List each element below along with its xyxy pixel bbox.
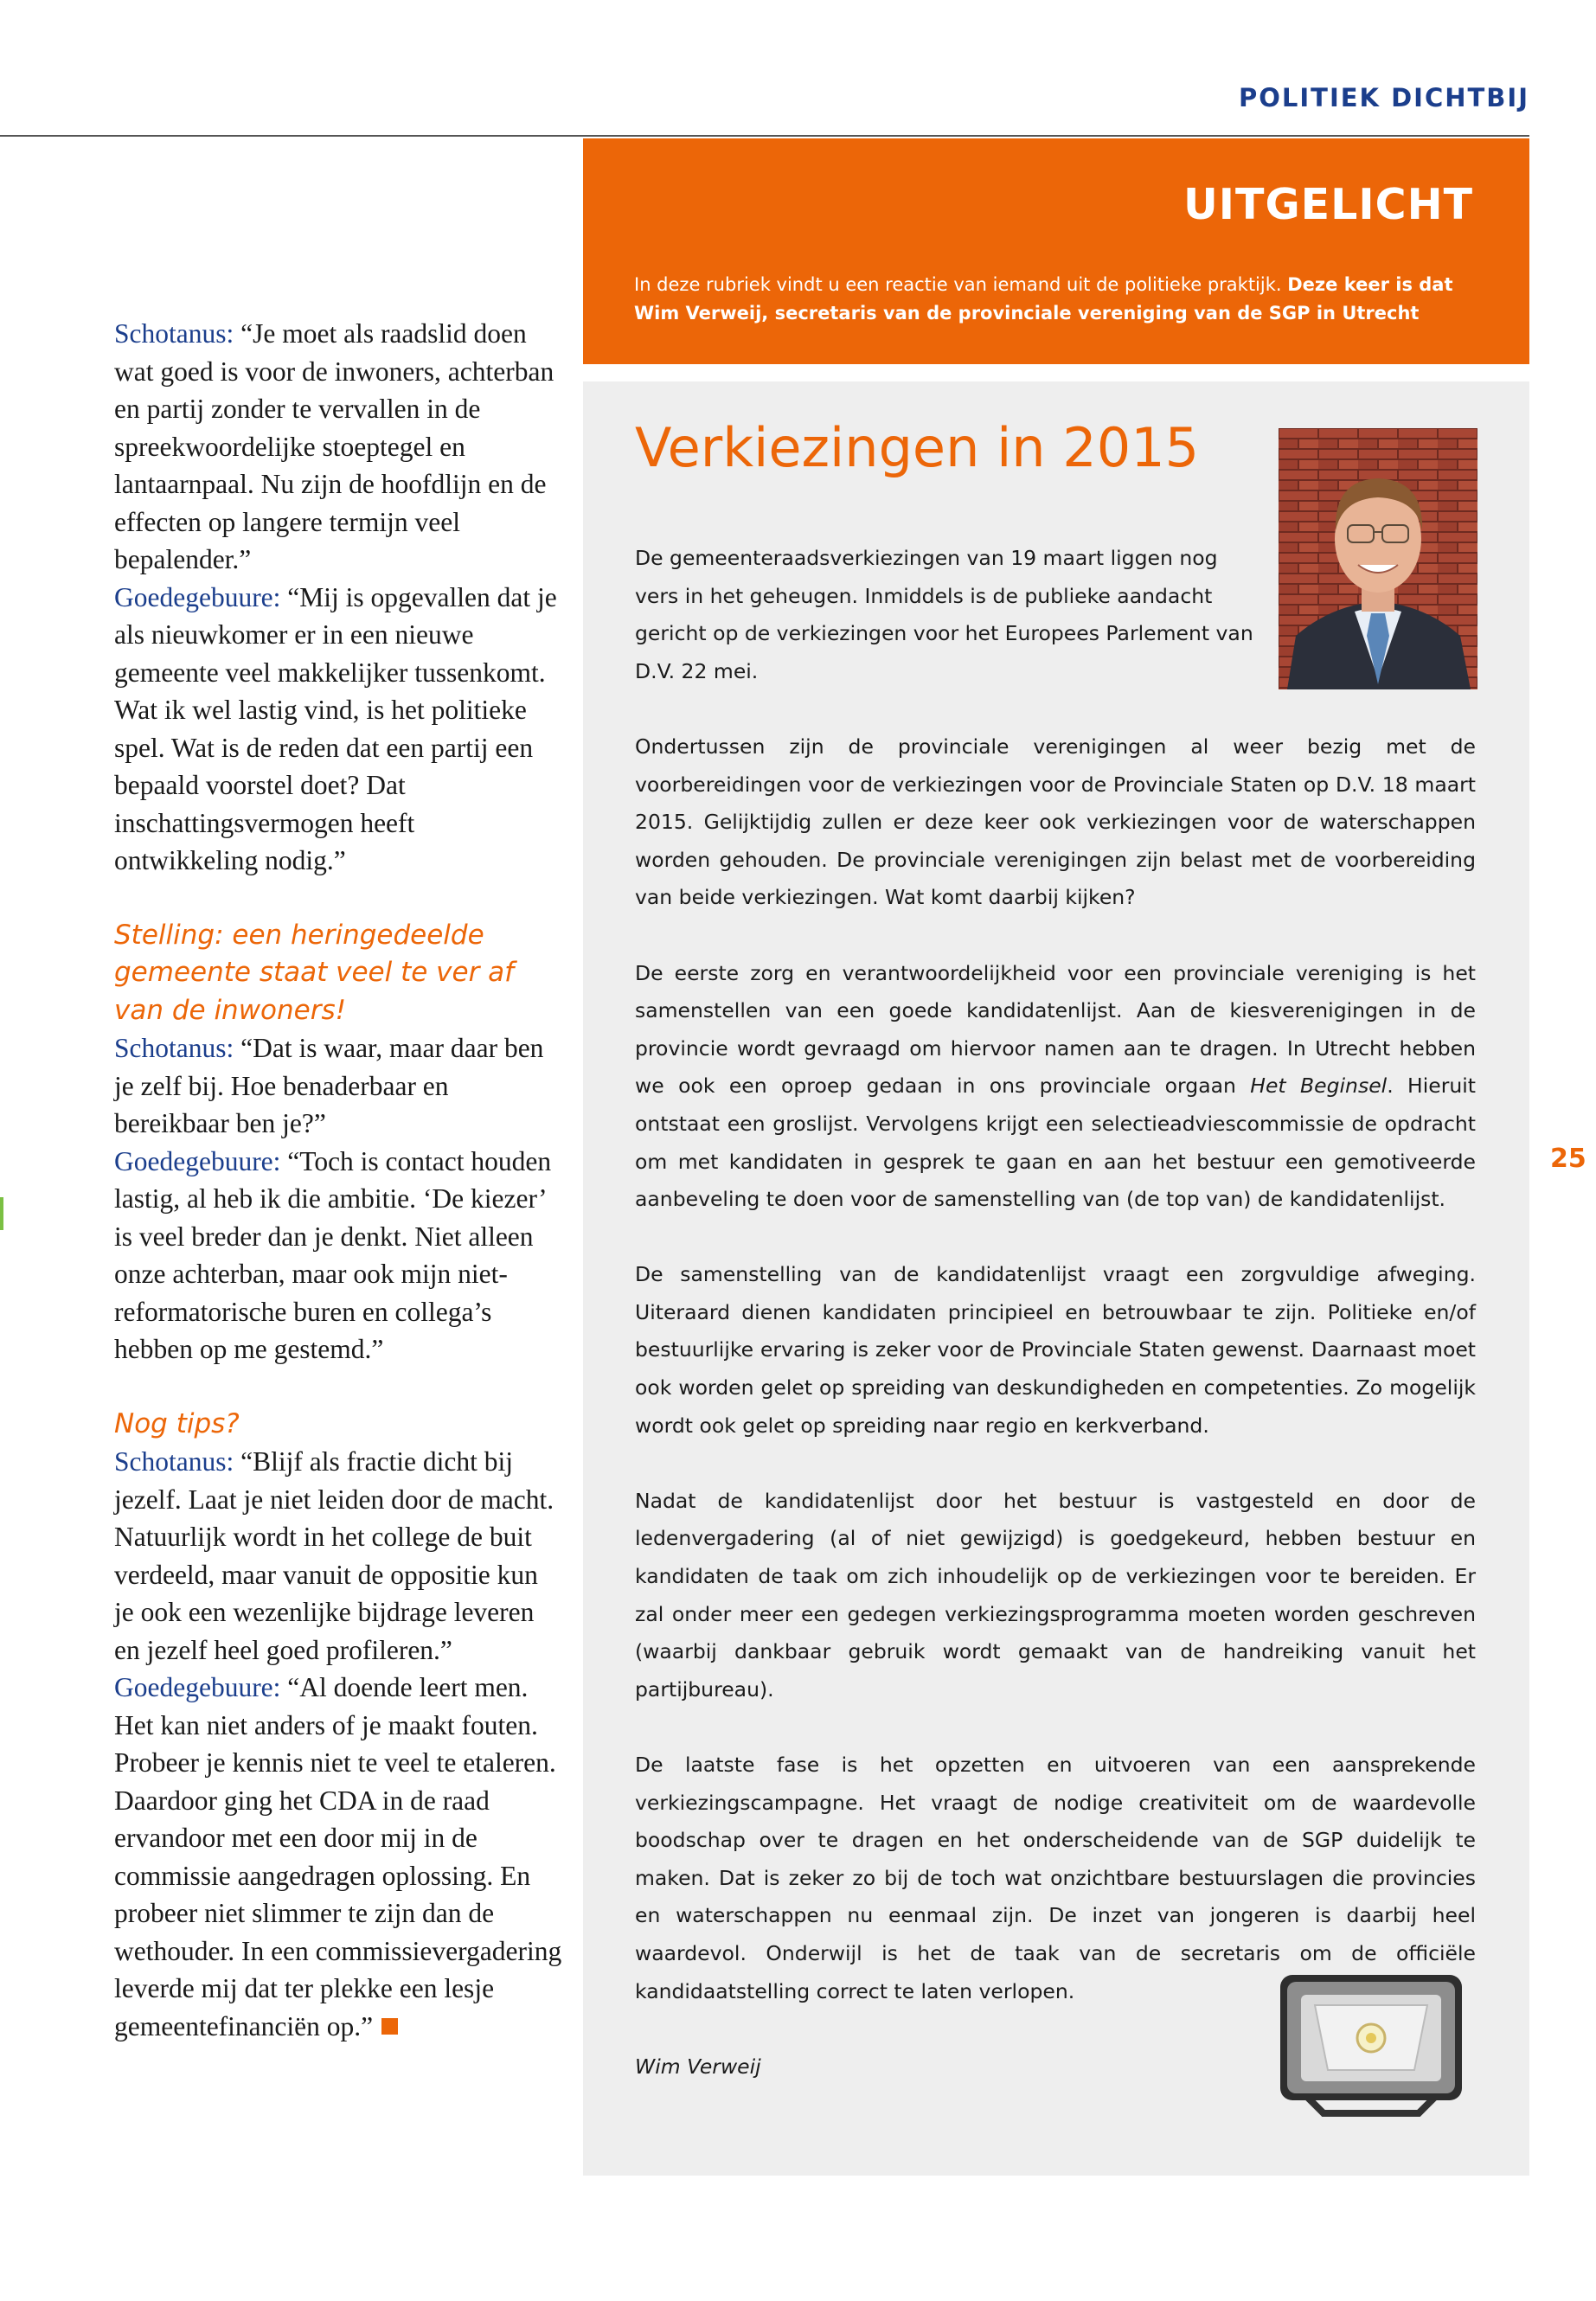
- article-paragraph: [635, 955, 1476, 1219]
- intro-text: In deze rubriek vindt u een reactie van iemand uit de politieke praktijk.: [634, 274, 1288, 295]
- article-paragraph: Ondertussen zijn de provinciale verenigingen al weer bezig met de voorbereidingen voor de verkiezingen voor de Provinciale Staten op D.V. 18 maart 2015. Gelijktijdig zullen er deze keer ook verkiezingen voor de waterschappen worden gehouden. De provinciale verenigingen zijn belast met de voorbereiding van beide verkiezingen. Wat komt daarbij kijken?: [635, 734, 1476, 910]
- speaker-name: Goedegebuure:: [114, 581, 281, 612]
- interview-answer: [114, 1029, 564, 1143]
- paragraph-text: De eerste zorg en verantwoordelijkheid voor een provinciale vereniging is het samenstellen van een goede kandidatenlijst. Aan de kiesverenigingen in de provincie wordt gevraagd om hiervoor namen aan te dragen. In Utrecht hebben we ook een oproep gedaan in ons provinciale orgaan: [635, 960, 1476, 1099]
- featured-intro: [634, 271, 1490, 328]
- article-paragraph: Nadat de kandidatenlijst door het bestuur is vastgesteld en door de ledenvergadering (al of niet gewijzigd) is goedgekeurd, hebben bestuur en kandidaten de taak om zich inhoudelijk op de verkiezingen voor te bereiden. Er zal onder meer een gedegen verkiezingsprogramma moeten worden geschreven (waarbij dankbaar gebruik wordt gemaakt van de handreiking vanuit het partijbureau).: [635, 1488, 1476, 1702]
- interview-question: Stelling: een heringedeelde gemeente staat veel te ver af van de inwoners!: [114, 919, 515, 1026]
- speaker-name: Schotanus:: [114, 1446, 234, 1477]
- speaker-name: Schotanus:: [114, 1033, 234, 1063]
- featured-label: UITGELICHT: [1183, 180, 1473, 229]
- page-number: 25: [1550, 1144, 1586, 1174]
- interview-answer: [114, 1669, 564, 2045]
- interview-answer: [114, 579, 564, 880]
- speaker-name: Schotanus:: [114, 318, 234, 349]
- article-paragraph: De laatste fase is het opzetten en uitvoeren van een aansprekende verkiezingscampagne. Het vraagt de nodige creativiteit om de waardevolle boodschap over te dragen en het onderscheidende van de SGP duidelijk te maken. Dat is zeker zo bij de toch wat onzichtbare bestuurslagen die provincies en waterschappen nu eenmaal zijn. De inzet van jongeren is daarbij heel waardevol. Onderwijl is het de taak van de secretaris om de officiële kandidaatstelling correct te laten verlopen.: [635, 1753, 1476, 2003]
- floodlight-illustration: [1272, 1971, 1471, 2118]
- intro-bold-text: Deze keer is dat Wim Verweij, secretaris van de provinciale vereniging van de SGP in Utrecht: [634, 274, 1453, 324]
- speaker-name: Goedegebuure:: [114, 1145, 281, 1176]
- paragraph-text: . Hieruit ontstaat een groslijst. Vervolgens krijgt een selectieadviescommissie de opdracht om met kandidaten in gesprek te gaan en aan het bestuur een gemotiveerde aanbeveling te doen voor de samenstelling van (de top van) de kandidatenlijst.: [635, 1074, 1477, 1212]
- article-body: [635, 540, 1476, 2124]
- end-of-article-square-icon: [381, 2018, 398, 2035]
- margin-marker: [0, 1197, 3, 1230]
- speaker-name: Goedegebuure:: [114, 1672, 281, 1702]
- answer-text: “Al doende leert men. Het kan niet anders of je maakt fouten. Probeer je kennis niet te veel te etaleren. Daardoor ging het CDA in de raad ervandoor met een door mij in de commissie aangedragen oplossing. En probeer niet slimmer te zijn dan de wethouder. In een commissievergadering leverde mij dat ter plekke een lesje gemeentefinanciën op.”: [114, 1672, 562, 2041]
- interview-column: [114, 315, 564, 2045]
- author-signature: Wim Verweij: [635, 2054, 761, 2079]
- answer-text: “Dat is waar, maar daar ben je zelf bij. Hoe benaderbaar en bereikbaar ben je?”: [114, 1033, 544, 1138]
- section-title: POLITIEK DICHTBIJ: [1238, 83, 1529, 112]
- interview-question: Nog tips?: [114, 1407, 240, 1439]
- answer-text: “Toch is contact houden lastig, al heb ik die ambitie. ‘De kiezer’ is veel breder dan je denkt. Niet alleen onze achterban, maar ook mijn niet-reformatorische buren en collega’s hebben op me gestemd.”: [114, 1145, 552, 1364]
- answer-text: “Blijf als fractie dicht bij jezelf. Laat je niet leiden door de macht. Natuurlijk wordt in het college de buit verdeeld, maar vanuit de oppositie kun je ook een wezenlijke bijdrage leveren en jezelf heel goed profileren.”: [114, 1446, 554, 1665]
- featured-header: [583, 138, 1529, 364]
- panel-separator: [583, 364, 1529, 381]
- interview-answer: [114, 1143, 564, 1368]
- answer-text: “Mij is opgevallen dat je als nieuwkomer er in een nieuwe gemeente veel makkelijker tussenkomt. Wat ik wel lastig vind, is het politieke spel. Wat is de reden dat een partij een bepaald voorstel doet? Dat inschattingsvermogen heeft ontwikkeling nodig.”: [114, 581, 557, 875]
- publication-name: Het Beginsel: [1250, 1074, 1388, 1099]
- article-paragraph: De gemeenteraadsverkiezingen van 19 maart liggen nog vers in het geheugen. Inmiddels is de publieke aandacht gericht op de verkiezingen voor het Europees Parlement van D.V. 22 mei.: [635, 546, 1253, 683]
- interview-answer: [114, 1443, 564, 1669]
- interview-answer: [114, 315, 564, 579]
- article-paragraph: De samenstelling van de kandidatenlijst vraagt een zorgvuldige afweging. Uiteraard dienen kandidaten principieel en betrouwbaar te zijn. Politieke en/of bestuurlijke ervaring is zeker voor de Provinciale Staten gewenst. Daarnaast moet ook worden gelet op spreiding van deskundigheden en competenties. Zo mogelijk wordt ook gelet op spreiding naar regio en kerkverband.: [635, 1262, 1476, 1438]
- header-divider: [0, 135, 1529, 137]
- answer-text: “Je moet als raadslid doen wat goed is voor de inwoners, achterban en partij zonder te vervallen in de spreekwoordelijke stoeptegel en lantaarnpaal. Nu zijn de hoofdlijn en de effecten op langere termijn veel bepalender.”: [114, 318, 554, 574]
- article-title: Verkiezingen in 2015: [635, 416, 1200, 479]
